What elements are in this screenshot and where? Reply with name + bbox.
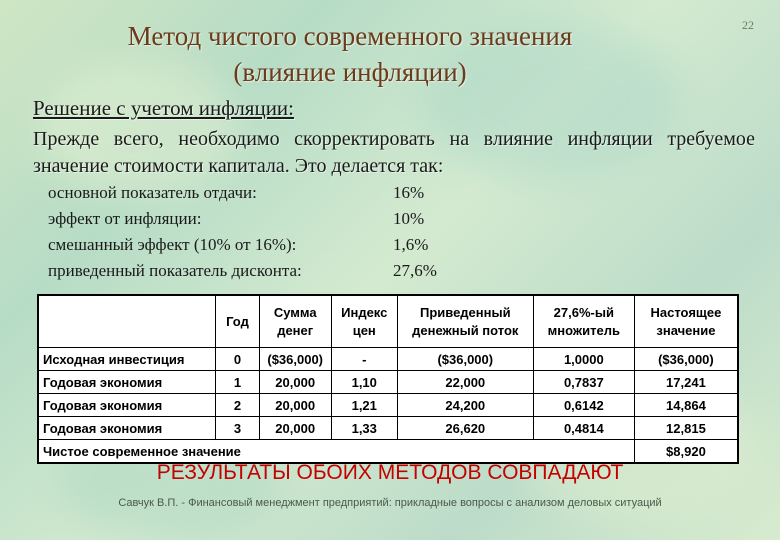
total-value: $8,920 [634,440,737,463]
param-row [48,261,473,287]
param-value: 10% [393,209,425,228]
table-row: Годовая экономия 3 20,000 1,33 26,620 0,4814 12,815 [39,417,738,440]
title-line-1: Метод чистого современного значения [127,21,573,51]
table-row: Исходная инвестиция 0 ($36,000) - ($36,000) 1,0000 ($36,000) [39,348,738,371]
table-header-row [39,296,738,348]
header-cell-price-index: Индекс цен [331,296,397,348]
rate-parameters [48,183,473,287]
title-line-2: (влияние инфляции) [233,57,467,87]
table-total-row [39,440,738,463]
param-value: 1,6% [393,235,429,254]
header-cell-amount: Сумма денег [259,296,331,348]
param-value: 27,6% [393,261,437,280]
conclusion-banner: РЕЗУЛЬТАТЫ ОБОИХ МЕТОДОВ СОВПАДАЮТ [156,461,624,484]
header-cell-adjusted-flow: Приведенный денежный поток [397,296,533,348]
table-row: Годовая экономия 2 20,000 1,21 24,200 0,6142 14,864 [39,394,738,417]
header-cell-multiplier: 27,6%-ый множитель [533,296,634,348]
param-row [48,183,473,209]
npv-table [38,295,738,463]
header-cell-year: Год [216,296,259,348]
param-row [48,209,473,235]
slide-title [70,18,630,90]
slide-number: 22 [742,18,754,32]
param-label: основной показатель отдачи: [48,183,257,202]
intro-paragraph: Прежде всего, необходимо скорректировать на влияние инфляции требуемое значение стоимости капитала. Это делается так: [33,128,755,177]
param-label: приведенный показатель дисконта: [48,261,302,280]
param-label: эффект от инфляции: [48,209,202,228]
param-value: 16% [393,183,425,202]
total-label: Чистое современное значение [39,440,635,463]
header-cell-present-value: Настоящее значение [634,296,737,348]
param-row [48,235,473,261]
source-citation: Савчук В.П. - Финансовый менеджмент предприятий: прикладные вопросы с анализом деловых ситуаций [118,497,662,509]
npv-table-container [37,294,739,464]
header-cell-label [39,296,216,348]
table-row: Годовая экономия 1 20,000 1,10 22,000 0,7837 17,241 [39,371,738,394]
solution-subheading: Решение с учетом инфляции: [33,96,295,120]
param-label: смешанный эффект (10% от 16%): [48,235,297,254]
